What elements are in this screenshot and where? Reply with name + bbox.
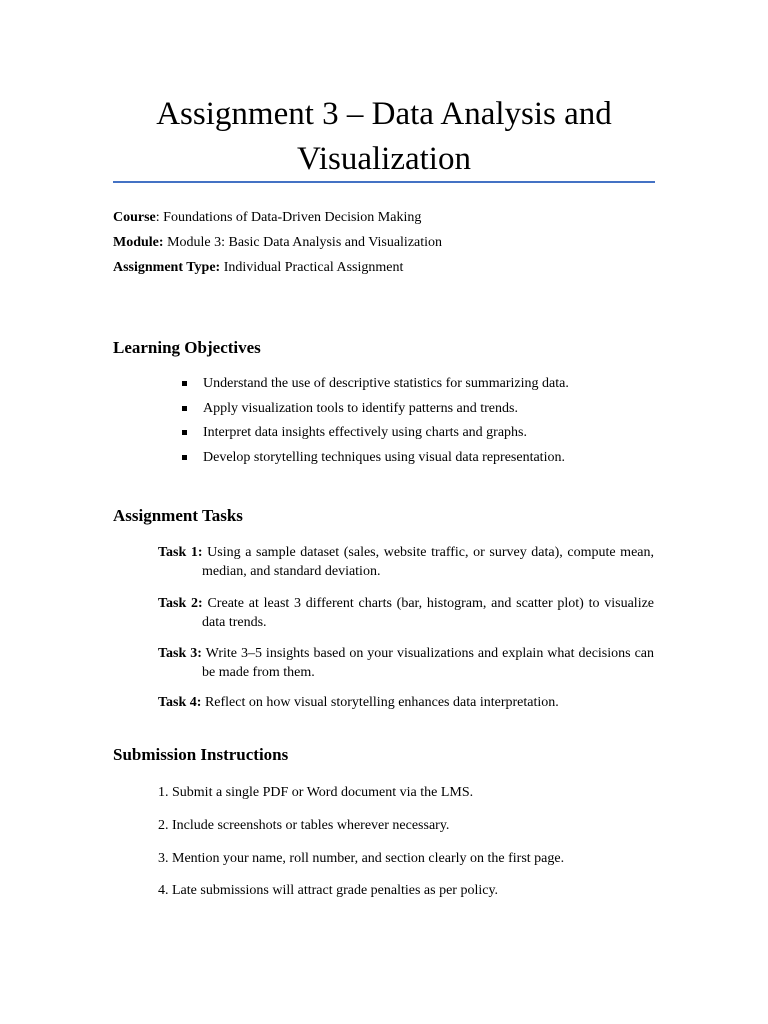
module-value: Module 3: Basic Data Analysis and Visualization [163, 235, 443, 250]
assignment-type-label: Assignment Type: [113, 260, 221, 275]
submission-instructions-heading: Submission Instructions [113, 745, 289, 764]
objective-text: Interpret data insights effectively using charts and graphs. [203, 425, 527, 440]
task-label: Task 3: [158, 646, 202, 661]
task-item [158, 594, 654, 632]
task-label: Task 2: [158, 596, 203, 611]
square-bullet-icon [182, 430, 187, 435]
course-label: Course [113, 210, 156, 225]
course-separator: : [155, 210, 164, 225]
assignment-meta [113, 205, 442, 280]
learning-objectives-list [180, 373, 569, 471]
square-bullet-icon [182, 381, 187, 386]
list-item [180, 447, 569, 472]
title-underline [113, 181, 655, 183]
page-title: Assignment 3 – Data Analysis and Visualization [156, 96, 612, 177]
task-item [158, 543, 654, 581]
objective-text: Understand the use of descriptive statistics for summarizing data. [203, 376, 569, 391]
course-value: Foundations of Data-Driven Decision Making [163, 210, 422, 225]
square-bullet-icon [182, 406, 187, 411]
list-item [180, 373, 569, 398]
instruction-item: 4. Late submissions will attract grade penalties as per policy. [158, 883, 499, 898]
learning-objectives-heading: Learning Objectives [113, 338, 261, 357]
task-text: Create at least 3 different charts (bar, histogram, and scatter plot) to visualize data trends. [202, 596, 655, 630]
square-bullet-icon [182, 455, 187, 460]
assignment-type-line [113, 255, 442, 280]
task-text: Reflect on how visual storytelling enhances data interpretation. [201, 695, 559, 710]
task-item [158, 693, 654, 712]
course-line [113, 205, 442, 230]
assignment-type-value: Individual Practical Assignment [220, 260, 404, 275]
task-item [158, 644, 654, 682]
objective-text: Apply visualization tools to identify patterns and trends. [203, 400, 518, 416]
list-item [180, 398, 569, 423]
task-text: Write 3–5 insights based on your visualizations and explain what decisions can be made from them. [201, 646, 655, 680]
task-label: Task 1: [158, 545, 203, 560]
instruction-item: 2. Include screenshots or tables wherever necessary. [158, 818, 450, 833]
instruction-item: 1. Submit a single PDF or Word document via the LMS. [158, 785, 474, 800]
instruction-item: 3. Mention your name, roll number, and section clearly on the first page. [158, 851, 565, 866]
list-item [180, 422, 569, 447]
task-text: Using a sample dataset (sales, website traffic, or survey data), compute mean, median, and standard deviation. [202, 545, 655, 579]
objective-text: Develop storytelling techniques using visual data representation. [203, 449, 565, 465]
task-label: Task 4: [158, 695, 202, 710]
module-label: Module: [113, 235, 164, 250]
module-line [113, 230, 442, 255]
assignment-tasks-heading: Assignment Tasks [113, 506, 243, 525]
